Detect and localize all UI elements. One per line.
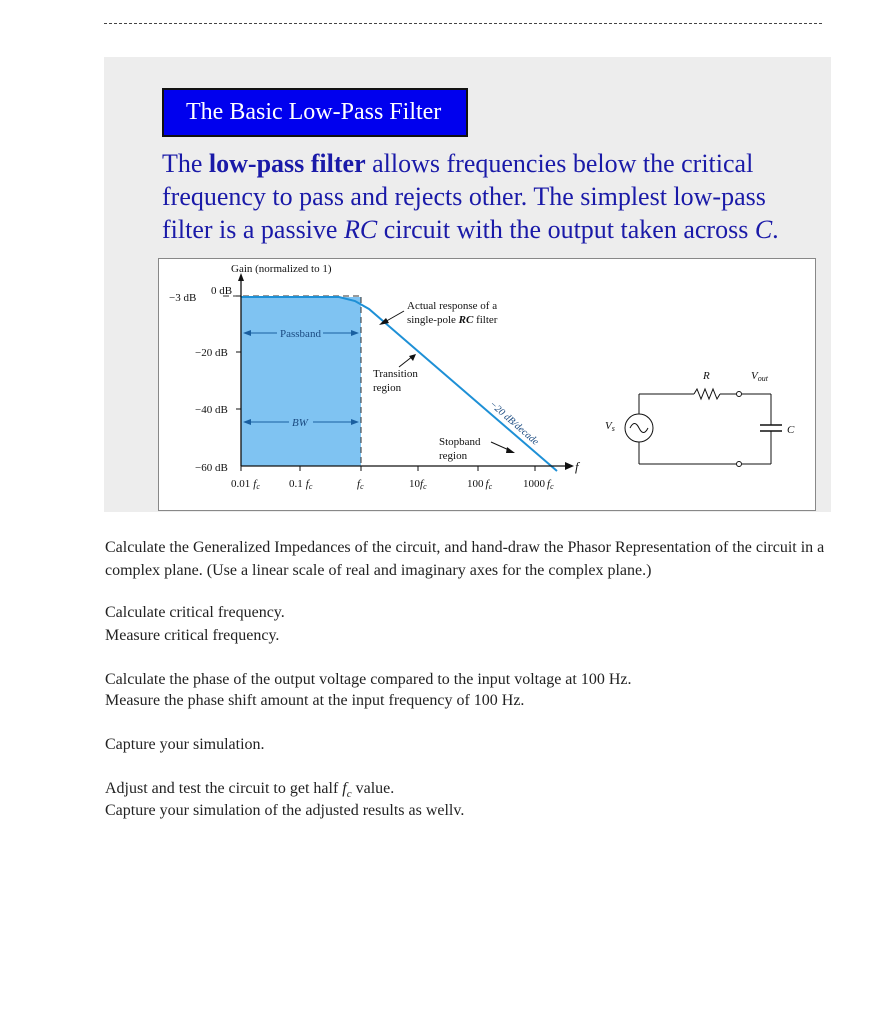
f-axis-label: f bbox=[575, 459, 579, 474]
y-label-minus60db: −60 dB bbox=[195, 462, 228, 474]
vs-label-sub: s bbox=[611, 424, 615, 433]
x-label-1000-c: c bbox=[550, 482, 554, 491]
x-label-fc bbox=[357, 478, 364, 491]
actual-response-line2 bbox=[407, 314, 498, 326]
x-label-10-f: f bbox=[420, 478, 424, 490]
slide-title-text: The Basic Low-Pass Filter bbox=[186, 99, 442, 125]
x-label-fc-c: c bbox=[360, 482, 364, 491]
x-label-0-1: 0.1 bbox=[289, 478, 303, 490]
intro-end: . bbox=[772, 215, 779, 244]
intro-pre: The bbox=[162, 149, 209, 178]
top-dashed-separator bbox=[104, 23, 822, 24]
x-label-0-1-c: c bbox=[308, 482, 313, 491]
slide-panel bbox=[104, 57, 831, 512]
stopband-pointer-head bbox=[506, 447, 515, 453]
x-label-fc-f: f bbox=[357, 478, 361, 490]
x-label-0-01fc bbox=[231, 478, 260, 491]
stopband-line2: region bbox=[439, 450, 468, 462]
x-label-100fc bbox=[467, 478, 493, 491]
x-label-0-01: 0.01 bbox=[231, 478, 251, 490]
stopband-line1: Stopband bbox=[439, 436, 481, 448]
adjust-f: f bbox=[342, 780, 347, 797]
instruction-capture: Capture your simulation. bbox=[105, 736, 265, 753]
intro-c: C bbox=[754, 215, 773, 244]
x-label-0-1fc bbox=[289, 478, 313, 491]
x-label-1000fc bbox=[523, 478, 554, 491]
x-label-10-c: c bbox=[423, 482, 427, 491]
vout-label-sub: out bbox=[757, 374, 768, 383]
actual-line2-post: filter bbox=[473, 314, 498, 326]
vout-label bbox=[751, 370, 769, 383]
x-label-100: 100 bbox=[467, 478, 484, 490]
vs-label bbox=[605, 420, 615, 433]
x-axis-arrow bbox=[565, 462, 574, 470]
adjust-sub: c bbox=[346, 788, 352, 801]
slide-intro-text bbox=[162, 147, 822, 246]
intro-rc: RC bbox=[343, 215, 378, 244]
passband-region bbox=[241, 297, 361, 466]
vout-label-v: V bbox=[751, 370, 758, 382]
transition-pointer-head bbox=[409, 354, 416, 361]
slide-title bbox=[162, 88, 468, 137]
y-label-minus40db: −40 dB bbox=[195, 404, 228, 416]
instruction-calc-fc: Calculate critical frequency. bbox=[105, 604, 285, 621]
x-label-0-01-f: f bbox=[253, 478, 257, 490]
vs-label-v: V bbox=[605, 420, 612, 432]
transition-line1: Transition bbox=[373, 368, 418, 380]
x-label-0-01-c: c bbox=[256, 482, 260, 491]
instruction-capture-adjusted: Capture your simulation of the adjusted results as wellv. bbox=[105, 802, 465, 819]
instruction-measure-phase: Measure the phase shift amount at the input frequency of 100 Hz. bbox=[105, 692, 525, 709]
bode-figure-svg bbox=[159, 259, 817, 512]
c-label: C bbox=[787, 424, 795, 436]
x-label-100-c: c bbox=[488, 482, 493, 491]
adjust-post: value. bbox=[351, 780, 395, 797]
intro-bold-term: low-pass filter bbox=[208, 149, 366, 178]
passband-label: Passband bbox=[280, 328, 321, 340]
bw-label: BW bbox=[292, 417, 308, 429]
y-label-minus20db: −20 dB bbox=[195, 347, 228, 359]
resistor-symbol bbox=[694, 389, 720, 399]
instruction-measure-fc: Measure critical frequency. bbox=[105, 627, 280, 644]
intro-mid: allows frequencies below the critical frequency to pass and rejects other. The simplest low-pass filter is a passive bbox=[162, 149, 766, 244]
instruction-impedance: Calculate the Generalized Impedances of the circuit, and hand-draw the Phasor Representation of the circuit in a complex plane. (Use a linear scale of real and imaginary axes for the complex plane.) bbox=[105, 539, 825, 579]
vout-terminal-top bbox=[737, 392, 742, 397]
y-label-minus3db: −3 dB bbox=[169, 292, 197, 304]
actual-response-line1: Actual response of a bbox=[407, 300, 498, 312]
x-label-1000-f: f bbox=[547, 478, 551, 490]
x-label-1000: 1000 bbox=[523, 478, 545, 490]
bode-figure bbox=[158, 258, 816, 511]
rc-circuit bbox=[605, 370, 795, 467]
instruction-calc-phase: Calculate the phase of the output voltage compared to the input voltage at 100 Hz. bbox=[105, 671, 632, 688]
intro-post: circuit with the output taken across bbox=[377, 215, 755, 244]
y-label-0db: 0 dB bbox=[211, 285, 233, 297]
x-label-100-f: f bbox=[485, 478, 489, 490]
adjust-pre: Adjust and test the circuit to get half bbox=[105, 780, 343, 797]
r-label: R bbox=[703, 370, 710, 382]
actual-line2-rc: RC bbox=[458, 314, 474, 326]
x-label-10fc bbox=[409, 478, 427, 491]
vout-terminal-bottom bbox=[737, 462, 742, 467]
slope-label: −20 dB/decade bbox=[487, 398, 541, 448]
transition-line2: region bbox=[373, 382, 402, 394]
actual-line2-pre: single-pole bbox=[407, 314, 459, 326]
y-axis-label: Gain (normalized to 1) bbox=[231, 263, 332, 275]
x-label-10: 10 bbox=[409, 478, 420, 490]
x-label-0-1-f: f bbox=[305, 478, 309, 490]
